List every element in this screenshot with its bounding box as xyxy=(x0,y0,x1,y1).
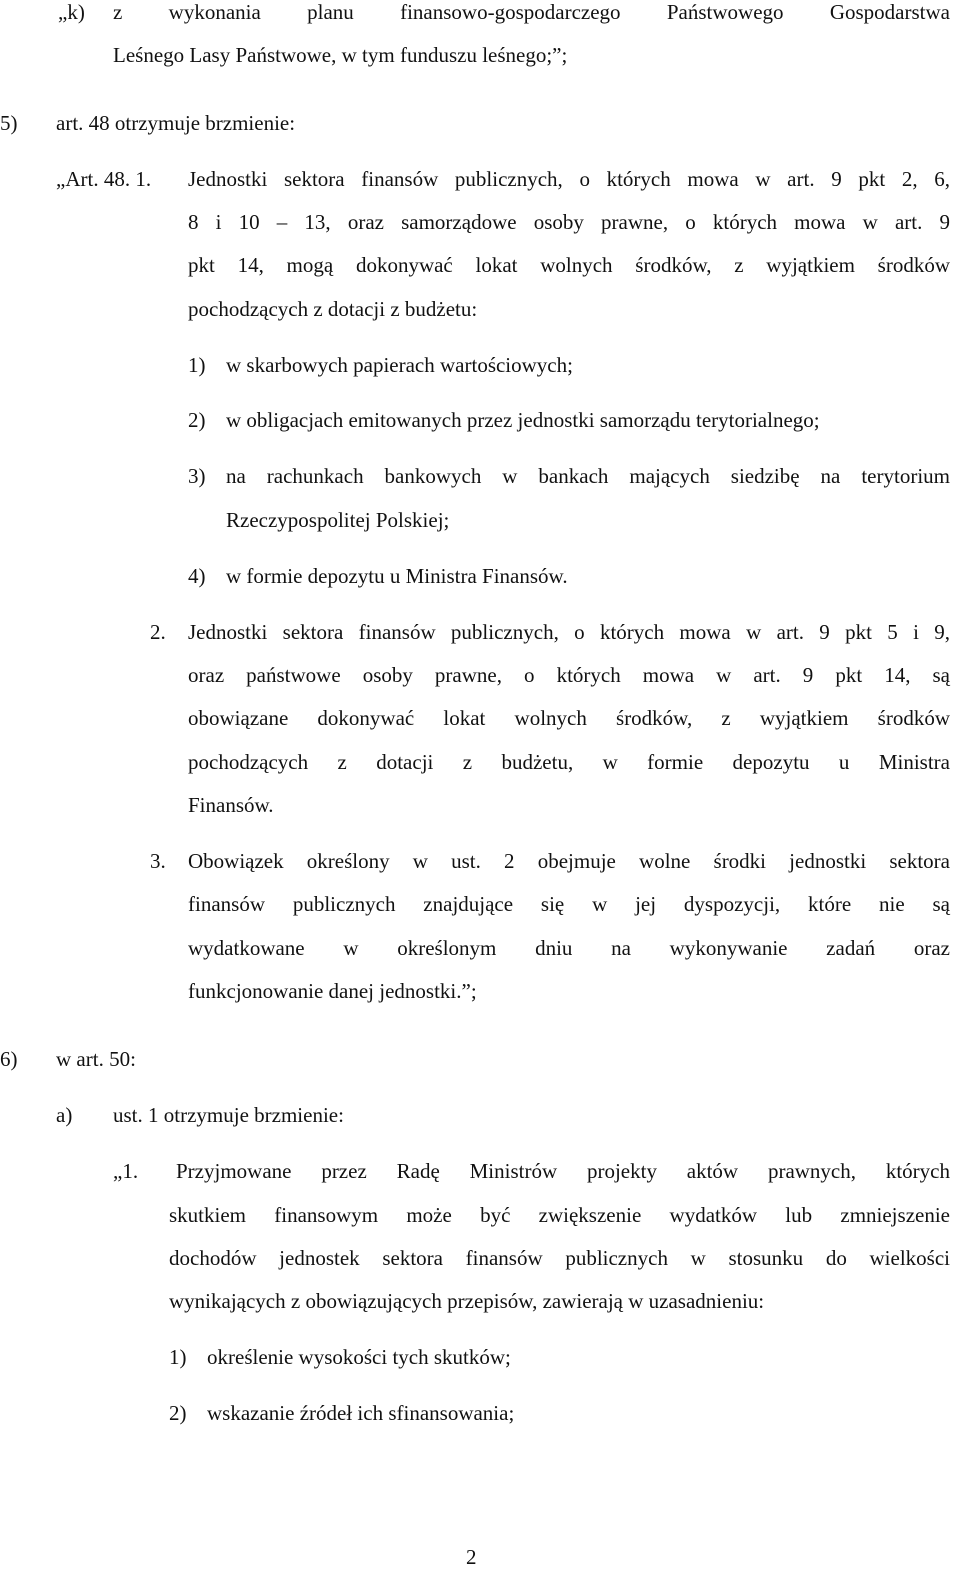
list-item-text: w obligacjach emitowanych przez jednostki samorządu terytorialnego; xyxy=(226,408,820,432)
point-5-number: 5) xyxy=(0,111,18,135)
paragraph-3-line-1: Obowiązek określony w ust. 2 obejmuje wolne środki jednostki sektora xyxy=(188,849,950,873)
point-6-number: 6) xyxy=(0,1047,18,1071)
item-k-line-1: z wykonania planu finansowo-gospodarczego Państwowego Gospodarstwa xyxy=(113,0,950,24)
paragraph-2-line-4: pochodzących z dotacji z budżetu, w formie depozytu u Ministra xyxy=(188,750,950,774)
letter-a-marker: a) xyxy=(56,1103,73,1127)
paragraph-2-line-2: oraz państwowe osoby prawne, o których mowa w art. 9 pkt 14, są xyxy=(188,663,950,687)
article-48-line-1: Jednostki sektora finansów publicznych, o których mowa w art. 9 pkt 2, 6, xyxy=(188,167,950,191)
point-6-text: w art. 50: xyxy=(56,1047,136,1071)
item-k-line-2: Leśnego Lasy Państwowe, w tym funduszu leśnego;”; xyxy=(113,43,568,67)
letter-a-text: ust. 1 otrzymuje brzmienie: xyxy=(113,1103,344,1127)
point-5-text: art. 48 otrzymuje brzmienie: xyxy=(56,111,296,135)
new-paragraph-1-number: „1. xyxy=(113,1159,139,1183)
paragraph-2-number: 2. xyxy=(150,620,166,644)
paragraph-3-number: 3. xyxy=(150,849,166,873)
list-item-number: 1) xyxy=(169,1345,187,1369)
paragraph-3-line-3: wydatkowane w określonym dniu na wykonywanie zadań oraz xyxy=(188,936,950,960)
list-item-text: na rachunkach bankowych w bankach mających siedzibę na terytorium xyxy=(226,464,950,488)
paragraph-2-line-5: Finansów. xyxy=(188,793,274,817)
list-item-number: 1) xyxy=(188,353,206,377)
list-item-text: w formie depozytu u Ministra Finansów. xyxy=(226,564,568,588)
paragraph-2-line-1: Jednostki sektora finansów publicznych, o których mowa w art. 9 pkt 5 i 9, xyxy=(188,620,950,644)
article-48-line-3: pkt 14, mogą dokonywać lokat wolnych środków, z wyjątkiem środków xyxy=(188,253,950,277)
paragraph-3-line-4: funkcjonowanie danej jednostki.”; xyxy=(188,979,477,1003)
page-number: 2 xyxy=(466,1545,477,1569)
article-48-line-4: pochodzących z dotacji z budżetu: xyxy=(188,297,478,321)
list-item-text: w skarbowych papierach wartościowych; xyxy=(226,353,573,377)
list-item-number: 2) xyxy=(188,408,206,432)
paragraph-2-line-3: obowiązane dokonywać lokat wolnych środków, z wyjątkiem środków xyxy=(188,706,950,730)
list-item-text: wskazanie źródeł ich sfinansowania; xyxy=(207,1401,515,1425)
list-item-number: 4) xyxy=(188,564,206,588)
list-item-text: określenie wysokości tych skutków; xyxy=(207,1345,511,1369)
list-item-number: 3) xyxy=(188,464,206,488)
list-item-text-continued: Rzeczypospolitej Polskiej; xyxy=(226,508,450,532)
item-k-marker: „k) xyxy=(58,0,85,24)
paragraph-3-line-2: finansów publicznych znajdujące się w jej dyspozycji, które nie są xyxy=(188,892,950,916)
new-paragraph-1-line-4: wynikających z obowiązujących przepisów, zawierają w uzasadnieniu: xyxy=(169,1289,765,1313)
list-item-number: 2) xyxy=(169,1401,187,1425)
article-48-line-2: 8 i 10 – 13, oraz samorządowe osoby prawne, o których mowa w art. 9 xyxy=(188,210,950,234)
new-paragraph-1-line-3: dochodów jednostek sektora finansów publicznych w stosunku do wielkości xyxy=(169,1246,950,1270)
new-paragraph-1-line-2: skutkiem finansowym może być zwiększenie wydatków lub zmniejszenie xyxy=(169,1203,950,1227)
new-paragraph-1-line-1: Przyjmowane przez Radę Ministrów projekty aktów prawnych, których xyxy=(176,1159,950,1183)
article-48-heading: „Art. 48. 1. xyxy=(56,167,152,191)
